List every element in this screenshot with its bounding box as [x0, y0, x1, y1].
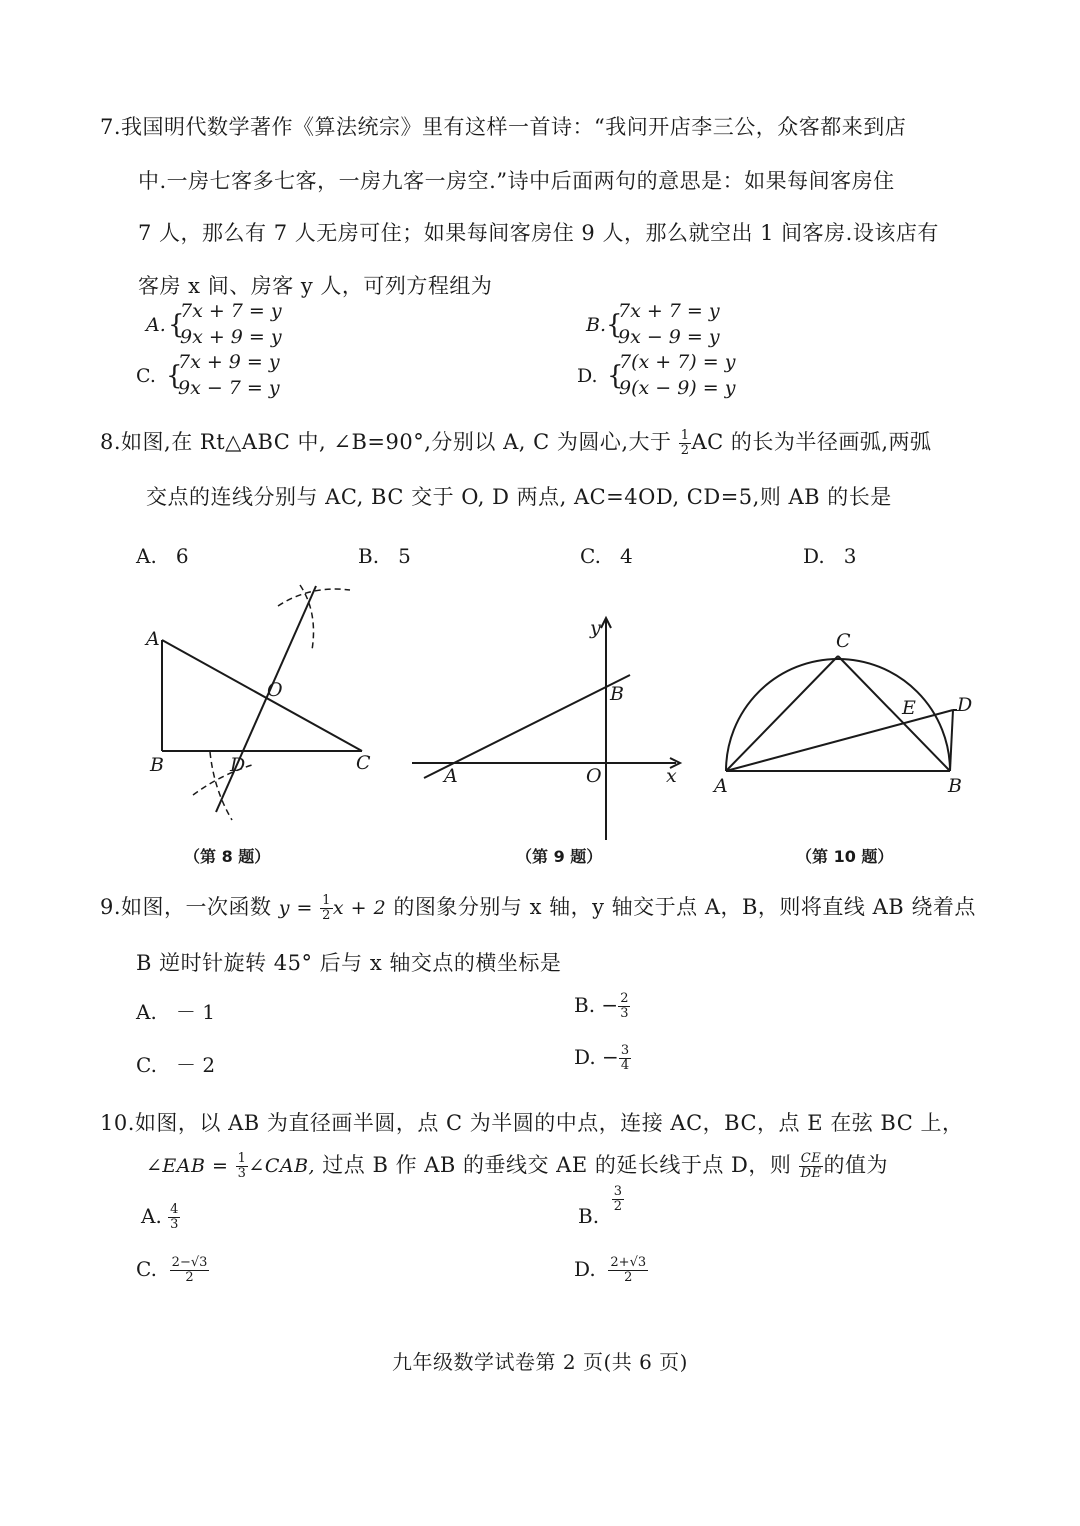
- option-label: D.: [577, 365, 598, 387]
- segment-bd: [950, 710, 953, 771]
- option-label: C.: [580, 544, 601, 568]
- q10-option-a: [141, 1203, 180, 1232]
- fraction-denominator: 3: [170, 1217, 179, 1232]
- q10-option-b: [578, 1184, 624, 1228]
- fraction-numerator: 3: [613, 1184, 623, 1199]
- equation-1: 7x + 7 = y: [180, 300, 282, 322]
- equation-1: 7x + 9 = y: [178, 351, 280, 373]
- q8-option-c: [580, 544, 633, 568]
- option-label: B.: [586, 314, 607, 336]
- q7-line4: 客房 x 间、房客 y 人，可列方程组为: [138, 274, 493, 298]
- fig9-label-y: y: [590, 617, 601, 639]
- q10-option-c: [136, 1256, 209, 1285]
- option-value: － 2: [176, 1053, 216, 1077]
- fraction-numerator: 2: [620, 991, 629, 1006]
- q7-option-b: [586, 300, 786, 352]
- q10-option-d: [574, 1256, 648, 1285]
- fraction-numerator: 1: [680, 428, 690, 443]
- option-sign: −: [602, 1045, 619, 1069]
- page-footer: 九年级数学试卷第 2 页(共 6 页): [392, 1350, 688, 1374]
- fig10-label-b: B: [948, 775, 962, 797]
- fraction-numerator: 2−√3: [171, 1255, 208, 1270]
- fraction-denominator: 2: [613, 1199, 623, 1214]
- option-fraction: [170, 1256, 210, 1285]
- fraction-denominator: 2: [322, 908, 331, 923]
- q7-line3: 7 人，那么有 7 人无房可住；如果每间客房住 9 人，那么就空出 1 间客房.设该店有: [138, 221, 939, 245]
- semicircle-arc: [726, 659, 950, 771]
- fig10-label-a: A: [714, 775, 728, 797]
- fraction-numerator: 1: [237, 1151, 247, 1166]
- fraction-numerator: 2+√3: [610, 1255, 647, 1270]
- fig8-label-b: B: [150, 754, 164, 776]
- brace-symbol: {: [168, 310, 185, 340]
- option-label: D.: [574, 1045, 596, 1069]
- equation-1: 7(x + 7) = y: [619, 351, 736, 373]
- fig9-label-a: A: [444, 765, 458, 787]
- equation-1: 7x + 7 = y: [618, 300, 720, 322]
- equation-2: 9(x − 9) = y: [619, 377, 736, 399]
- q7-line1: 7.我国明代数学著作《算法统宗》里有这样一首诗：“我问开店李三公，众客都来到店: [100, 115, 907, 139]
- option-label: C.: [136, 1257, 157, 1281]
- option-label: B.: [578, 1204, 600, 1228]
- option-label: C.: [136, 365, 156, 387]
- q9-option-d: [574, 1044, 631, 1073]
- fig8-label-d: D: [230, 754, 246, 776]
- fraction-denominator: 2: [624, 1270, 633, 1285]
- angle-right: ∠CAB,: [248, 1155, 316, 1177]
- q10-line1: 10.如图，以 AB 为直径画半圆，点 C 为半圆的中点，连接 AC，BC，点 E 在弦 BC 上，: [100, 1111, 964, 1135]
- q8-line1-text-a: 8.如图,在 Rt△ABC 中, ∠B=90°,分别以 A, C 为圆心,大于: [100, 430, 672, 454]
- fraction-denominator: 3: [237, 1166, 247, 1181]
- q8-option-d: [803, 544, 857, 568]
- figure-8: [162, 585, 362, 820]
- q9-option-a: [136, 996, 215, 1025]
- fraction-one-half: [320, 894, 333, 923]
- fig9-label-b: B: [610, 683, 624, 705]
- fig9-label-o: O: [586, 765, 602, 787]
- q7-option-d: [577, 351, 797, 403]
- option-label: A.: [136, 1000, 157, 1024]
- q9-line1-text-a: 9.如图，一次函数: [100, 895, 272, 919]
- function-right: x + 2: [332, 897, 387, 919]
- figure-9: [412, 618, 680, 840]
- fraction-denominator: 4: [620, 1058, 630, 1073]
- fraction-denominator: 2: [680, 443, 690, 458]
- brace-symbol: {: [607, 361, 624, 391]
- option-value: 5: [398, 544, 411, 568]
- fraction-one-third: [236, 1152, 249, 1181]
- ratio-ce-de: [799, 1152, 824, 1181]
- option-label: A.: [146, 314, 166, 336]
- option-fraction: [612, 1185, 624, 1214]
- perpendicular-bisector: [216, 586, 316, 812]
- q9-line1: [100, 891, 976, 923]
- q8-line2: 交点的连线分别与 AC, BC 交于 O, D 两点, AC=4OD, CD=5,则 AB 的长是: [146, 485, 892, 509]
- option-label: A.: [141, 1204, 162, 1228]
- q8-line1-text-b: AC 的长为半径画弧,两弧: [691, 430, 932, 454]
- brace-symbol: {: [166, 361, 183, 391]
- equation-2: 9x − 7 = y: [178, 377, 280, 399]
- option-label: B.: [574, 993, 596, 1017]
- fig8-label-o: O: [267, 679, 283, 701]
- fig8-label-a: A: [146, 628, 160, 650]
- option-sign: −: [601, 993, 619, 1017]
- fraction-numerator: CE: [799, 1152, 824, 1167]
- option-label: D.: [803, 544, 825, 568]
- function-left: y =: [278, 897, 313, 919]
- q7-option-c: [136, 351, 336, 403]
- fraction-denominator: 2: [185, 1270, 194, 1285]
- fraction-denominator: DE: [800, 1166, 822, 1181]
- fig10-label-e: E: [902, 697, 916, 719]
- angle-left: ∠EAB =: [146, 1155, 229, 1177]
- q8-option-b: [358, 544, 411, 568]
- figure-10: [726, 656, 957, 771]
- q8-line1: [100, 426, 932, 458]
- option-value: 3: [843, 544, 857, 568]
- q8-option-a: [136, 544, 189, 568]
- brace-symbol: {: [606, 310, 623, 340]
- option-label: D.: [574, 1257, 596, 1281]
- q10-line2-end: 的值为: [823, 1153, 888, 1177]
- fraction-numerator: 4: [170, 1202, 179, 1217]
- q10-line2: [146, 1149, 888, 1181]
- option-fraction: [608, 1256, 648, 1285]
- fig8-label-c: C: [356, 752, 371, 774]
- fraction-one-half: [679, 429, 692, 458]
- option-fraction: [619, 1044, 631, 1073]
- equation-2: 9x − 9 = y: [618, 326, 720, 348]
- fig10-caption: （第 10 题）: [796, 847, 894, 866]
- fig8-caption: （第 8 题）: [184, 847, 271, 866]
- equation-2: 9x + 9 = y: [180, 326, 282, 348]
- fig9-caption: （第 9 题）: [516, 847, 603, 866]
- option-fraction: [618, 992, 630, 1021]
- fraction-denominator: 3: [620, 1006, 629, 1021]
- fraction-numerator: 3: [620, 1043, 630, 1058]
- fig10-label-c: C: [836, 630, 851, 652]
- q9-option-b: [574, 992, 630, 1021]
- option-label: B.: [358, 544, 380, 568]
- figures-area: [0, 575, 1080, 875]
- fig9-label-x: x: [666, 765, 677, 787]
- q9-option-c: [136, 1049, 215, 1078]
- option-value: 6: [175, 544, 189, 568]
- fig10-label-d: D: [957, 694, 973, 716]
- option-label: A.: [136, 544, 157, 568]
- q7-option-a: [146, 300, 346, 352]
- segment-ac: [162, 640, 362, 751]
- q9-line2: B 逆时针旋转 45° 后与 x 轴交点的横坐标是: [136, 951, 562, 975]
- q9-line1-text-b: 的图象分别与 x 轴，y 轴交于点 A，B，则将直线 AB 绕着点: [393, 895, 976, 919]
- q7-line2: 中.一房七客多七客，一房九客一房空.”诗中后面两句的意思是：如果每间客房住: [138, 169, 895, 193]
- option-label: C.: [136, 1053, 157, 1077]
- option-fraction: [168, 1203, 180, 1232]
- option-value: 4: [620, 544, 633, 568]
- fraction-numerator: 1: [322, 893, 331, 908]
- lower-arc-2: [210, 752, 232, 820]
- q10-line2-mid: 过点 B 作 AB 的垂线交 AE 的延长线于点 D，则: [322, 1153, 792, 1177]
- option-value: － 1: [175, 1000, 215, 1024]
